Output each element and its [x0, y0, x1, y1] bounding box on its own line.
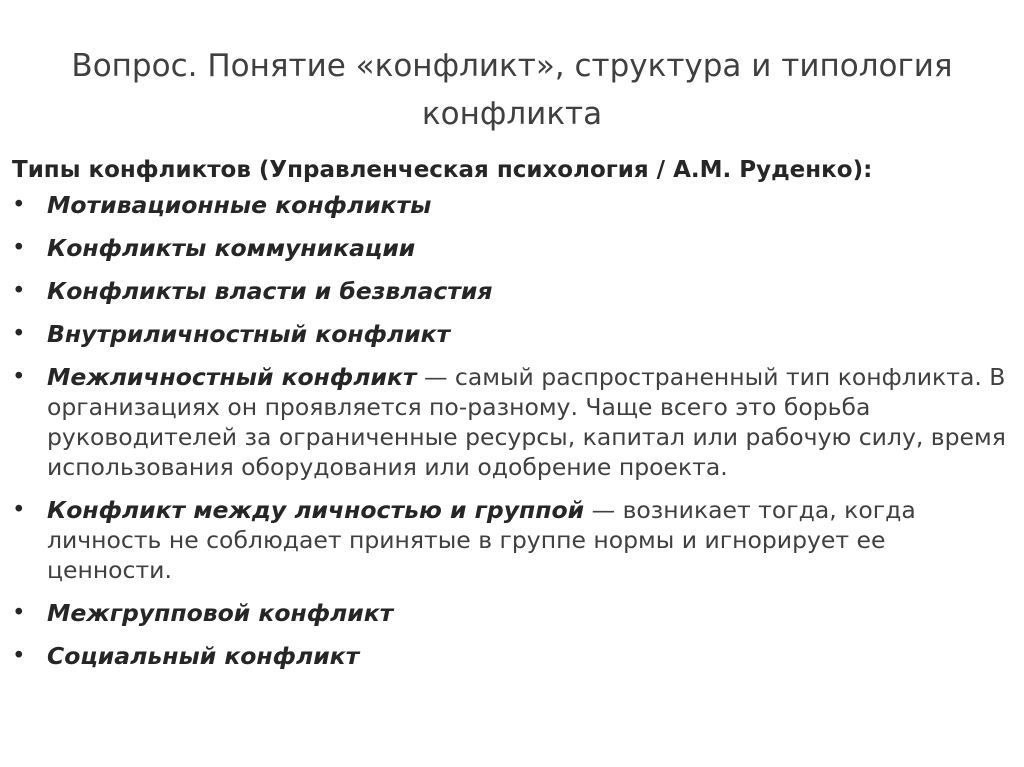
- slide-subtitle: Типы конфликтов (Управленческая психология / А.М. Руденко):: [12, 157, 873, 183]
- list-item: [12, 641, 1012, 671]
- bullet-icon: •: [12, 192, 26, 218]
- slide-title-line-2: конфликта: [421, 96, 603, 132]
- slide-content: [12, 152, 1012, 671]
- conflict-description: — самый распространенный тип конфликта. В организациях он проявляется по-разному. Чаще всего это борьба руководителей за ограниченные ресурсы, капитал или рабочую силу, время использования оборудования или одобрение проекта.: [47, 363, 1006, 481]
- list-item: [12, 233, 1012, 263]
- list-item: [12, 495, 1012, 585]
- slide-title: [0, 42, 1024, 138]
- bullet-icon: •: [12, 600, 26, 626]
- conflict-description: — возникает тогда, когда личность не соблюдает принятые в группе нормы и игнорирует ее ценности.: [47, 496, 916, 584]
- list-item: [12, 276, 1012, 306]
- conflict-term: Межгрупповой конфликт: [47, 599, 394, 627]
- conflict-term: Социальный конфликт: [47, 642, 360, 670]
- bullet-icon: •: [12, 278, 26, 304]
- conflict-term: Межличностный конфликт: [47, 363, 417, 391]
- slide-title-line-1: Вопрос. Понятие «конфликт», структура и типология: [71, 48, 953, 84]
- conflict-term: Конфликт между личностью и группой: [47, 496, 585, 524]
- bullet-icon: •: [12, 235, 26, 261]
- conflict-term: Конфликты коммуникации: [47, 234, 416, 262]
- conflict-term: Мотивационные конфликты: [47, 191, 432, 219]
- list-item: [12, 319, 1012, 349]
- bullet-icon: •: [12, 321, 26, 347]
- bullet-icon: •: [12, 497, 26, 523]
- bullet-icon: •: [12, 643, 26, 669]
- list-item: [12, 598, 1012, 628]
- conflict-term: Внутриличностный конфликт: [47, 320, 451, 348]
- list-item: [12, 362, 1012, 482]
- list-item: [12, 190, 1012, 220]
- conflict-types-list: [12, 190, 1012, 671]
- conflict-term: Конфликты власти и безвластия: [47, 277, 493, 305]
- bullet-icon: •: [12, 364, 26, 390]
